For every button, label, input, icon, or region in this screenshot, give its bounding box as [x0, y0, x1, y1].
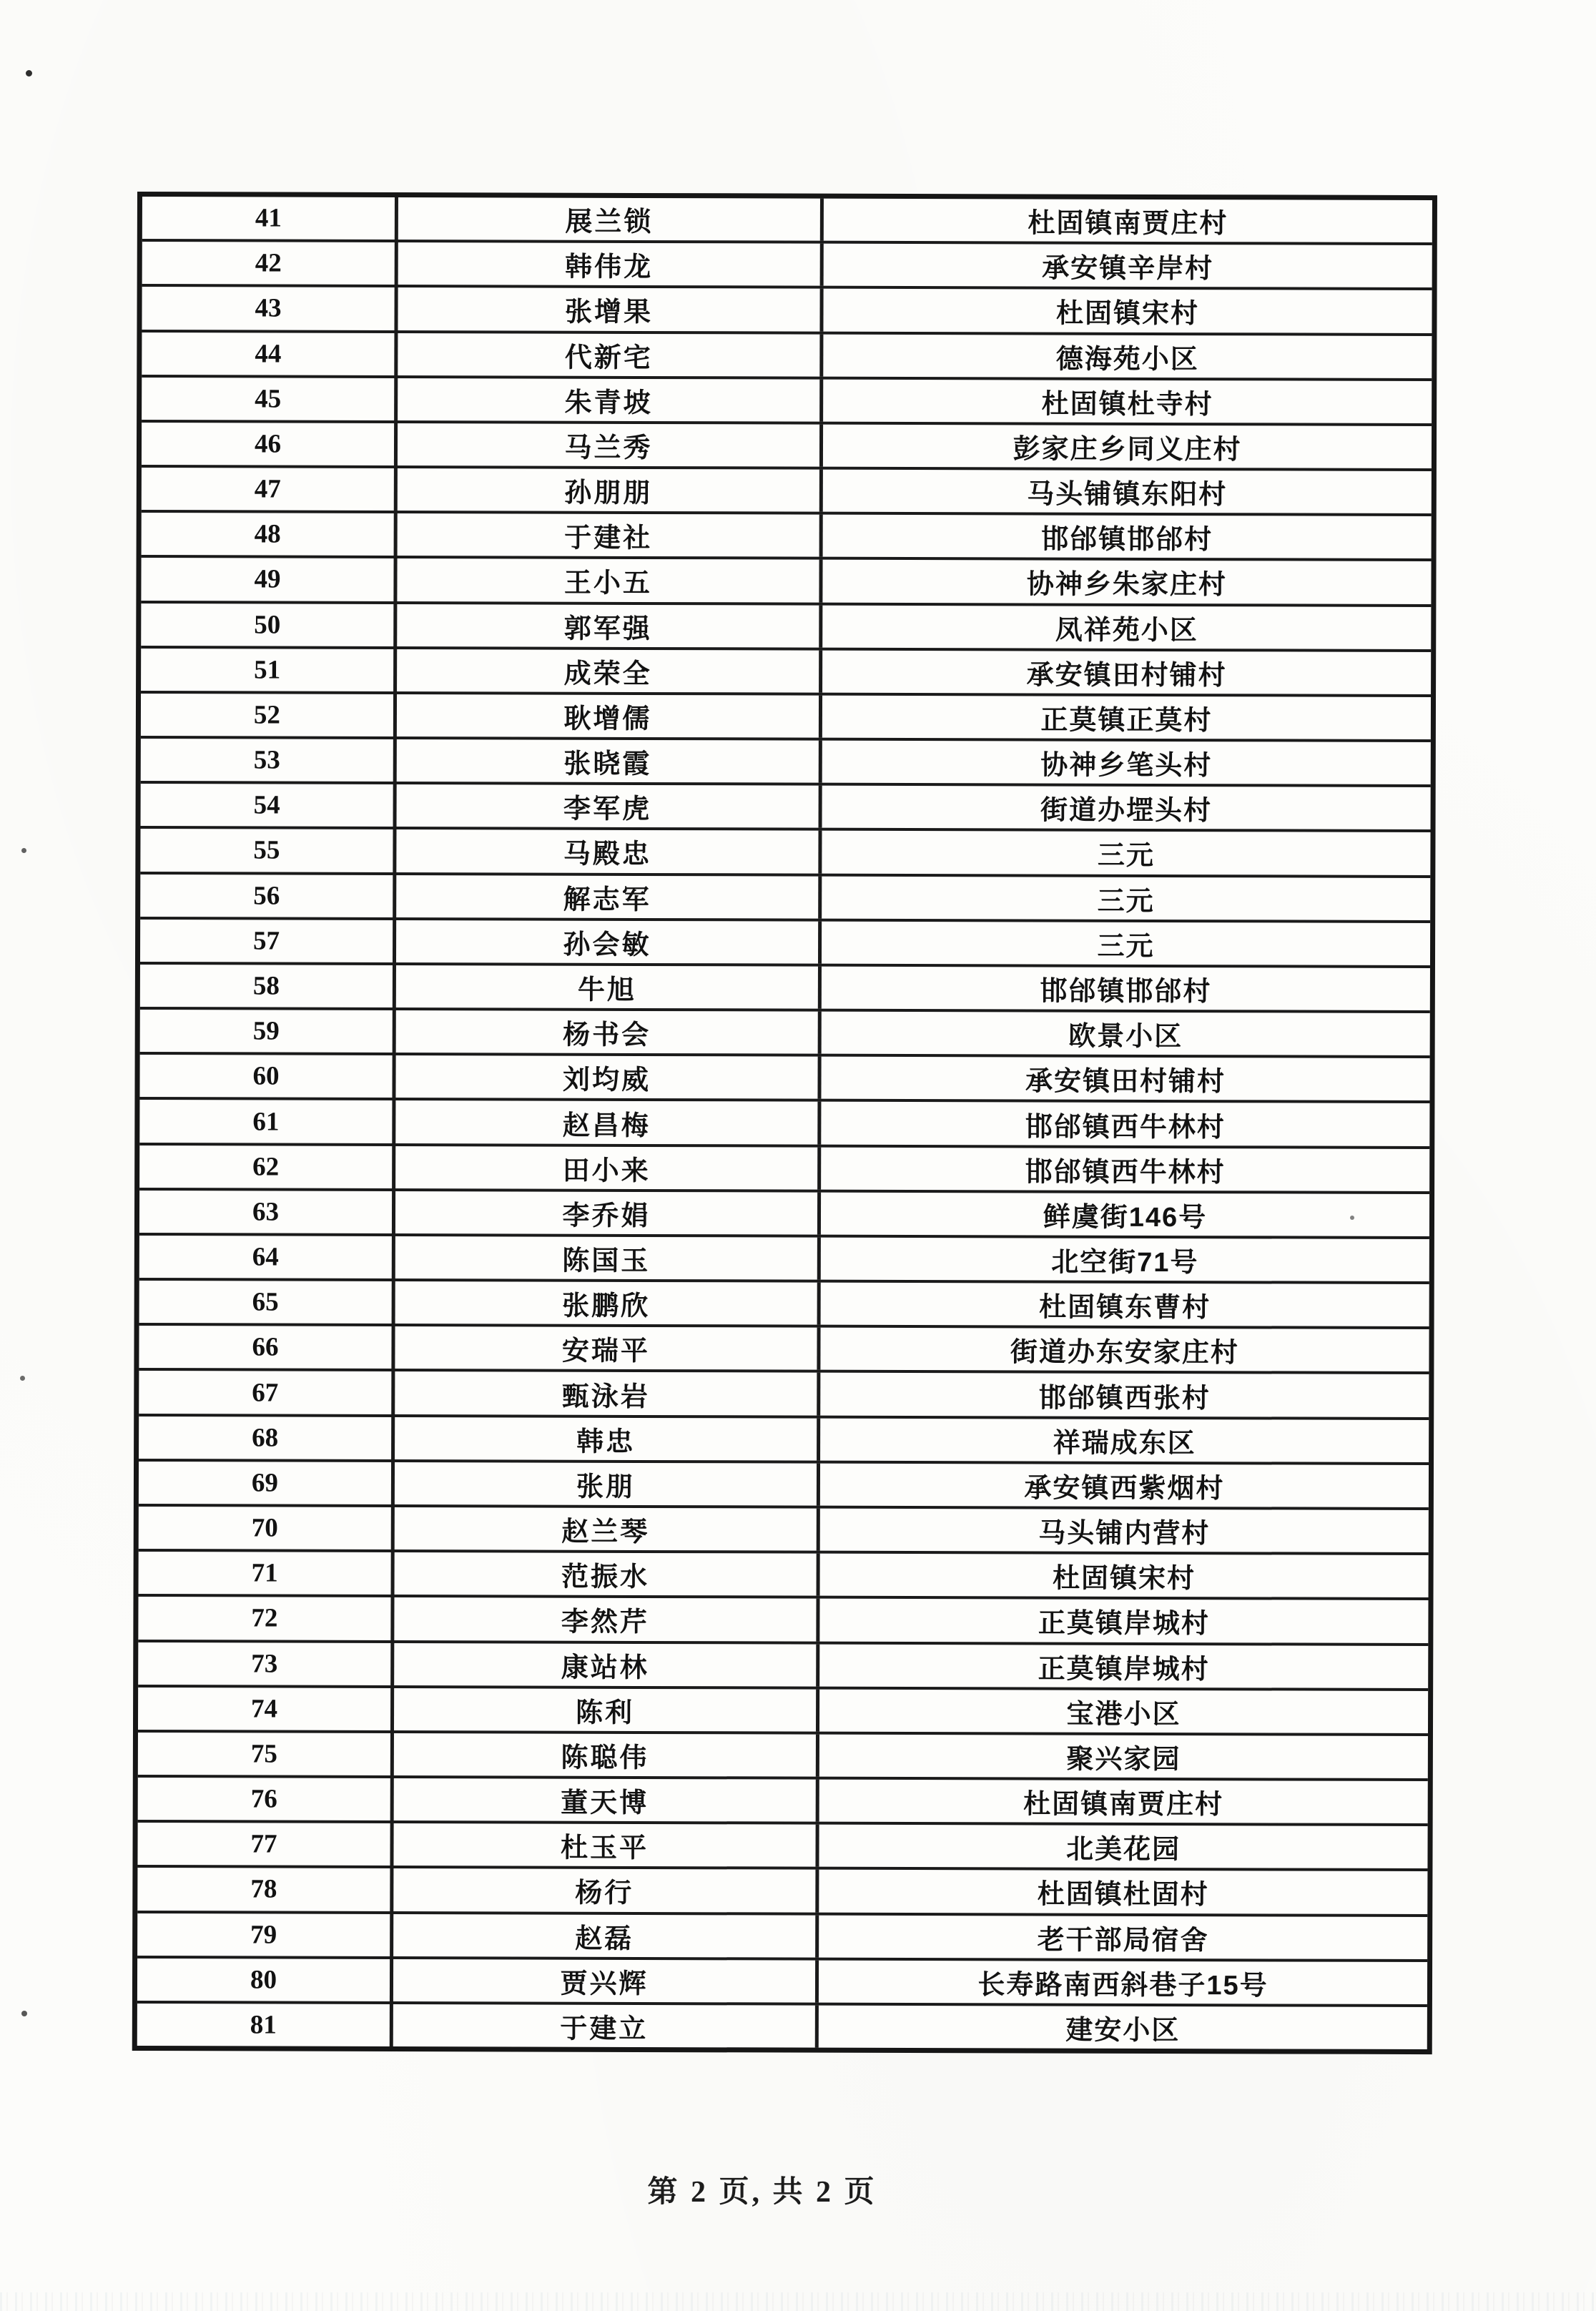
address-cell: 长寿路南西斜巷子15号: [977, 1970, 1269, 2001]
table-row: [140, 962, 1430, 1010]
row-number-cell: 76: [138, 1778, 394, 1820]
name-cell: 韩忠: [395, 1417, 820, 1461]
name-cell: 李然芹: [394, 1597, 819, 1641]
row-number-cell: 48: [142, 513, 398, 556]
row-number-cell: 57: [140, 920, 396, 962]
name-cell: 马兰秀: [398, 423, 823, 467]
address-cell: 建安小区: [1065, 2015, 1181, 2046]
name-cell: 陈聪伟: [394, 1733, 819, 1777]
name-cell: 杜玉平: [393, 1823, 819, 1867]
table-row: [137, 2001, 1427, 2049]
name-cell: 于建社: [398, 513, 823, 557]
row-number-cell: 58: [140, 965, 396, 1007]
name-cell: 于建立: [393, 2004, 819, 2048]
row-number-cell: 60: [139, 1055, 395, 1098]
row-number-cell: 65: [139, 1281, 395, 1324]
name-cell: 陈国玉: [395, 1236, 821, 1280]
address-cell: 三元: [1097, 931, 1155, 962]
row-number-cell: 77: [137, 1823, 393, 1866]
row-number-cell: 56: [140, 874, 396, 917]
address-cell: 承安镇辛岸村: [1042, 253, 1214, 285]
row-number-cell: 44: [142, 332, 398, 375]
table-row: [137, 1865, 1427, 1913]
row-number-cell: 59: [140, 1010, 396, 1053]
address-cell: 街道办堽头村: [1040, 795, 1213, 827]
address-cell: 承安镇田村铺村: [1026, 660, 1227, 691]
table-row: [142, 465, 1432, 513]
table-row: [140, 826, 1430, 874]
name-cell: 孙朋朋: [398, 468, 823, 512]
row-number-cell: 81: [137, 2004, 393, 2046]
table-row: [142, 239, 1432, 287]
row-number-cell: 45: [142, 378, 398, 420]
table-row: [139, 1504, 1429, 1552]
scan-noise-strip: [0, 2292, 1596, 2311]
table-row: [141, 601, 1431, 649]
address-cell: 邯邰镇西牛林村: [1025, 1111, 1226, 1143]
name-cell: 赵昌梅: [395, 1100, 821, 1144]
row-number-cell: 70: [139, 1507, 395, 1549]
table-row: [141, 736, 1431, 784]
address-cell: 正莫镇正莫村: [1040, 705, 1213, 736]
name-cell: 甄泳岩: [395, 1371, 820, 1415]
address-cell: 老干部局宿舍: [1037, 1925, 1209, 1956]
name-cell: 董天博: [394, 1778, 819, 1822]
table-row: [138, 1685, 1428, 1733]
row-number-cell: 74: [138, 1687, 394, 1730]
row-number-cell: 72: [138, 1597, 394, 1640]
table-row: [141, 646, 1431, 694]
address-cell: 协神乡笔头村: [1040, 750, 1213, 782]
name-cell: 范振水: [395, 1552, 820, 1596]
row-number-cell: 53: [141, 739, 397, 782]
name-cell: 成荣全: [397, 649, 822, 693]
table-row: [142, 375, 1432, 423]
address-cell: 邯邰镇邯邰村: [1040, 976, 1212, 1007]
address-cell: 三元: [1097, 841, 1155, 872]
name-cell: 韩伟龙: [398, 242, 824, 286]
row-number-cell: 61: [139, 1100, 395, 1143]
address-cell: 北美花园: [1065, 1834, 1181, 1866]
address-cell: 杜固镇东曹村: [1039, 1292, 1211, 1324]
row-number-cell: 79: [137, 1913, 393, 1956]
row-number-cell: 55: [140, 829, 396, 872]
name-cell: 杨书会: [396, 1010, 822, 1054]
table-row: [142, 510, 1432, 558]
name-cell: 王小五: [397, 558, 822, 602]
table-row: [139, 1368, 1429, 1416]
name-cell: 张鹏欣: [395, 1281, 821, 1325]
address-cell: 正莫镇岸城村: [1038, 1608, 1210, 1640]
table-row: [139, 1052, 1429, 1100]
table-row: [140, 1007, 1430, 1055]
address-cell: 杜固镇南贾庄村: [1023, 1789, 1224, 1820]
table-row: [139, 1549, 1429, 1597]
row-number-cell: 68: [139, 1416, 395, 1459]
name-cell: 展兰锁: [398, 197, 824, 241]
row-number-cell: 43: [142, 287, 398, 330]
name-cell: 郭军强: [397, 604, 822, 648]
address-cell: 杜固镇南贾庄村: [1028, 208, 1228, 240]
name-cell: 张晓霞: [397, 739, 822, 783]
address-cell: 承安镇西紫烟村: [1024, 1473, 1225, 1504]
table-row: [140, 917, 1430, 965]
table-row: [138, 1775, 1428, 1823]
address-cell: 三元: [1097, 886, 1155, 917]
name-cell: 朱青坡: [398, 378, 823, 422]
table-row: [141, 555, 1431, 603]
row-number-cell: 49: [141, 558, 397, 601]
name-cell: 赵磊: [393, 1914, 819, 1958]
row-number-cell: 54: [141, 784, 397, 827]
scan-speck: [1350, 1216, 1354, 1220]
name-cell: 贾兴辉: [393, 1959, 819, 2003]
address-cell: 邯邰镇西牛林村: [1025, 1157, 1226, 1188]
table-row: [139, 1097, 1429, 1145]
row-number-cell: 50: [141, 603, 397, 646]
row-number-cell: 64: [139, 1236, 395, 1278]
name-cell: 李乔娟: [395, 1191, 821, 1235]
address-cell: 杜固镇宋村: [1055, 299, 1200, 330]
row-number-cell: 62: [139, 1145, 395, 1188]
name-cell: 马殿忠: [396, 829, 822, 873]
address-cell: 街道办东安家庄村: [1010, 1337, 1240, 1369]
address-cell: 邯邰镇邯邰村: [1041, 524, 1213, 556]
table-row: [139, 1323, 1429, 1371]
address-cell: 欧景小区: [1068, 1021, 1183, 1053]
name-cell: 安瑞平: [395, 1326, 820, 1370]
scan-speck: [20, 1376, 25, 1381]
address-cell: 凤祥苑小区: [1055, 615, 1198, 646]
table-row: [138, 1594, 1428, 1642]
name-cell: 代新宅: [398, 333, 823, 377]
row-number-cell: 75: [138, 1733, 394, 1775]
address-cell: 聚兴家园: [1066, 1744, 1181, 1775]
row-number-cell: 66: [139, 1326, 395, 1369]
name-cell: 李军虎: [397, 784, 822, 828]
table-row: [139, 1278, 1429, 1326]
row-number-cell: 80: [137, 1958, 393, 2001]
table-row: [139, 1143, 1429, 1191]
scan-speck: [21, 2011, 27, 2016]
address-cell: 宝港小区: [1066, 1699, 1181, 1730]
table-row: [138, 1640, 1428, 1688]
table-row: [138, 1730, 1428, 1778]
address-cell: 杜固镇杜寺村: [1041, 389, 1213, 420]
scan-speck: [21, 848, 26, 853]
name-cell: 赵兰琴: [395, 1507, 820, 1551]
row-number-cell: 78: [137, 1868, 393, 1911]
row-number-cell: 69: [139, 1462, 395, 1504]
table-row: [137, 1956, 1427, 2004]
table-row: [142, 420, 1432, 468]
name-cell: 孙会敏: [396, 920, 822, 964]
row-number-cell: 41: [142, 197, 398, 240]
row-number-cell: 73: [138, 1642, 394, 1685]
table-row: [142, 197, 1432, 242]
row-number-cell: 51: [141, 649, 397, 691]
table-row: [139, 1459, 1429, 1507]
row-number-cell: 71: [139, 1552, 395, 1595]
name-cell: 张增果: [398, 287, 823, 331]
table-row: [141, 691, 1431, 739]
table-row: [142, 330, 1432, 378]
table-row: [139, 1233, 1429, 1281]
address-cell: 承安镇田村铺村: [1025, 1066, 1226, 1098]
name-cell: 耿增儒: [397, 694, 822, 738]
row-number-cell: 63: [139, 1191, 395, 1233]
address-cell: 祥瑞成东区: [1053, 1428, 1196, 1459]
name-cell: 张朋: [395, 1462, 820, 1506]
table-row: [137, 1820, 1427, 1868]
name-cell: 杨行: [393, 1868, 819, 1912]
address-cell: 协神乡朱家庄村: [1026, 569, 1228, 601]
address-cell: 杜固镇宋村: [1053, 1563, 1196, 1595]
address-cell: 正莫镇岸城村: [1038, 1654, 1210, 1685]
row-number-cell: 52: [141, 694, 397, 736]
table-row: [140, 872, 1430, 920]
address-cell: 马头铺内营村: [1038, 1518, 1211, 1549]
name-cell: 刘均威: [395, 1055, 821, 1099]
name-cell: 康站林: [394, 1643, 819, 1687]
page-number-footer: 第 2 页, 共 2 页: [647, 2176, 877, 2209]
name-cell: 牛旭: [396, 965, 822, 1009]
row-number-cell: 42: [142, 242, 398, 285]
table-row: [142, 284, 1432, 332]
address-cell: 邯邰镇西张村: [1038, 1383, 1211, 1414]
table-row: [139, 1188, 1429, 1236]
name-cell: 田小来: [395, 1146, 821, 1190]
scan-speck: [26, 70, 32, 77]
row-number-cell: 47: [142, 468, 398, 511]
name-cell: 解志军: [396, 875, 822, 919]
row-number-cell: 46: [142, 423, 398, 465]
roster-table: [132, 192, 1437, 2054]
address-cell: 德海苑小区: [1055, 344, 1199, 375]
table-row: [141, 781, 1431, 829]
address-cell: 杜固镇杜固村: [1037, 1879, 1209, 1911]
row-number-cell: 67: [139, 1371, 395, 1414]
address-cell: 彭家庄乡同义庄村: [1013, 434, 1242, 465]
address-cell: 马头铺镇东阳村: [1027, 479, 1228, 511]
table-row: [139, 1414, 1429, 1462]
name-cell: 陈利: [394, 1688, 819, 1732]
address-cell: 北空街71号: [1051, 1247, 1199, 1278]
table-row: [137, 1911, 1427, 1959]
address-cell: 鲜虞街146号: [1043, 1202, 1208, 1233]
